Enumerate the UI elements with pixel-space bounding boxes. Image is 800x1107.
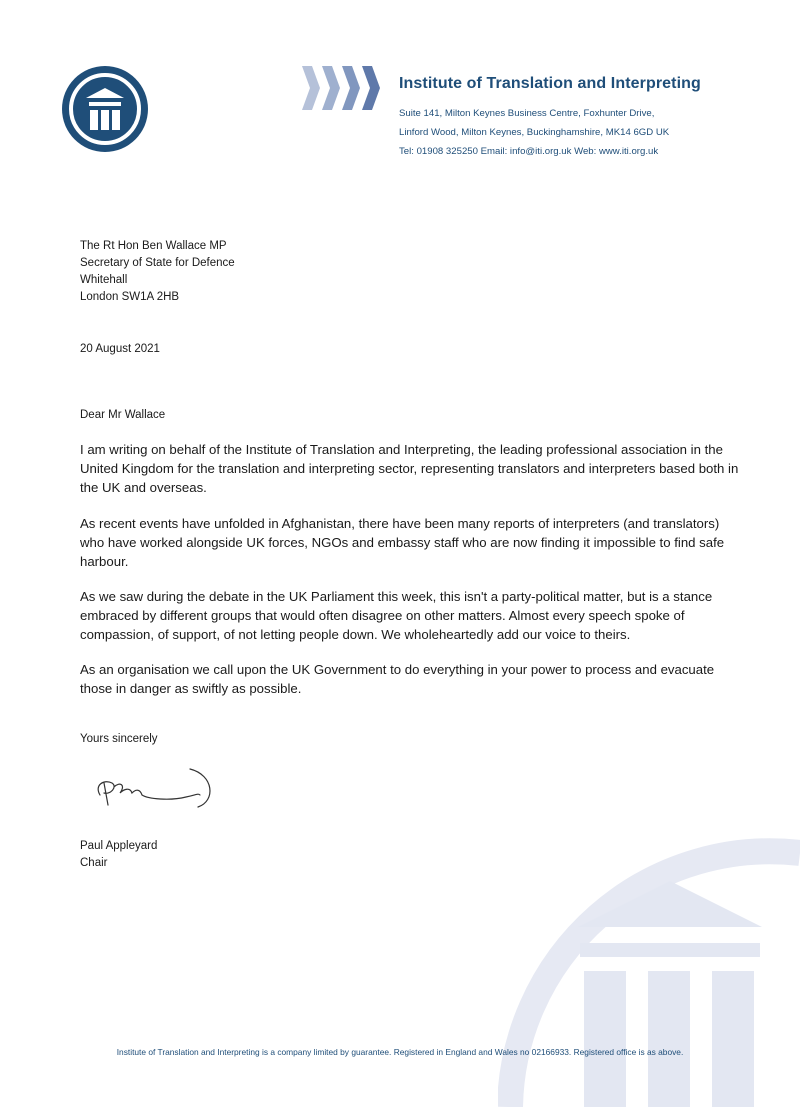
footer-legal-text: Institute of Translation and Interpreting is a company limited by guarantee. Registered in England and Wales no 02166933. Registered office is as above. [116,1047,684,1057]
signer-role: Chair [80,857,108,869]
letter-date: 20 August 2021 [80,343,160,355]
body-paragraph-4: As an organisation we call upon the UK Government to do everything in your power to process and evacuate those in danger as swiftly as possible. [80,662,715,696]
salutation: Dear Mr Wallace [80,409,166,421]
handwritten-signature [90,765,220,811]
closing: Yours sincerely [80,733,158,745]
address-line-1: Suite 141, Milton Keynes Business Centre, Foxhunter Drive, [399,108,655,119]
body-paragraph-1: I am writing on behalf of the Institute of Translation and Interpreting, the leading professional association in the United Kingdom for the translation and interpreting sector, representing translators and interpreters based both in the UK and overseas. [80,442,739,495]
recipient-name: The Rt Hon Ben Wallace MP [80,240,227,252]
address-line-2: Linford Wood, Milton Keynes, Buckinghamshire, MK14 6GD UK [399,127,670,138]
signer-name: Paul Appleyard [80,840,158,852]
iti-logo [60,64,150,154]
body-paragraph-2: As recent events have unfolded in Afghanistan, there have been many reports of interpreters (and translators) who have worked alongside UK forces, NGOs and embassy staff who are now finding it impossible to find safe harbour. [80,516,725,569]
watermark-logo-icon [498,835,800,1107]
signer-block [80,838,157,872]
recipient-street: Whitehall [80,274,128,286]
body-paragraph-3: As we saw during the debate in the UK Parliament this week, this isn't a party-political matter, but is a stance embraced by different groups that would often disagree on other matters. Almost every speech spoke of compassion, of support, of not letting people down. We wholeheartedly add our voice to theirs. [80,589,713,642]
organisation-name: Institute of Translation and Interpreting [399,75,701,92]
recipient-city: London SW1A 2HB [80,291,180,303]
recipient-address [80,238,235,306]
recipient-title: Secretary of State for Defence [80,257,235,269]
contact-line: Tel: 01908 325250 Email: info@iti.org.uk Web: www.iti.org.uk [399,146,659,157]
chevron-arrows-icon [302,66,380,110]
